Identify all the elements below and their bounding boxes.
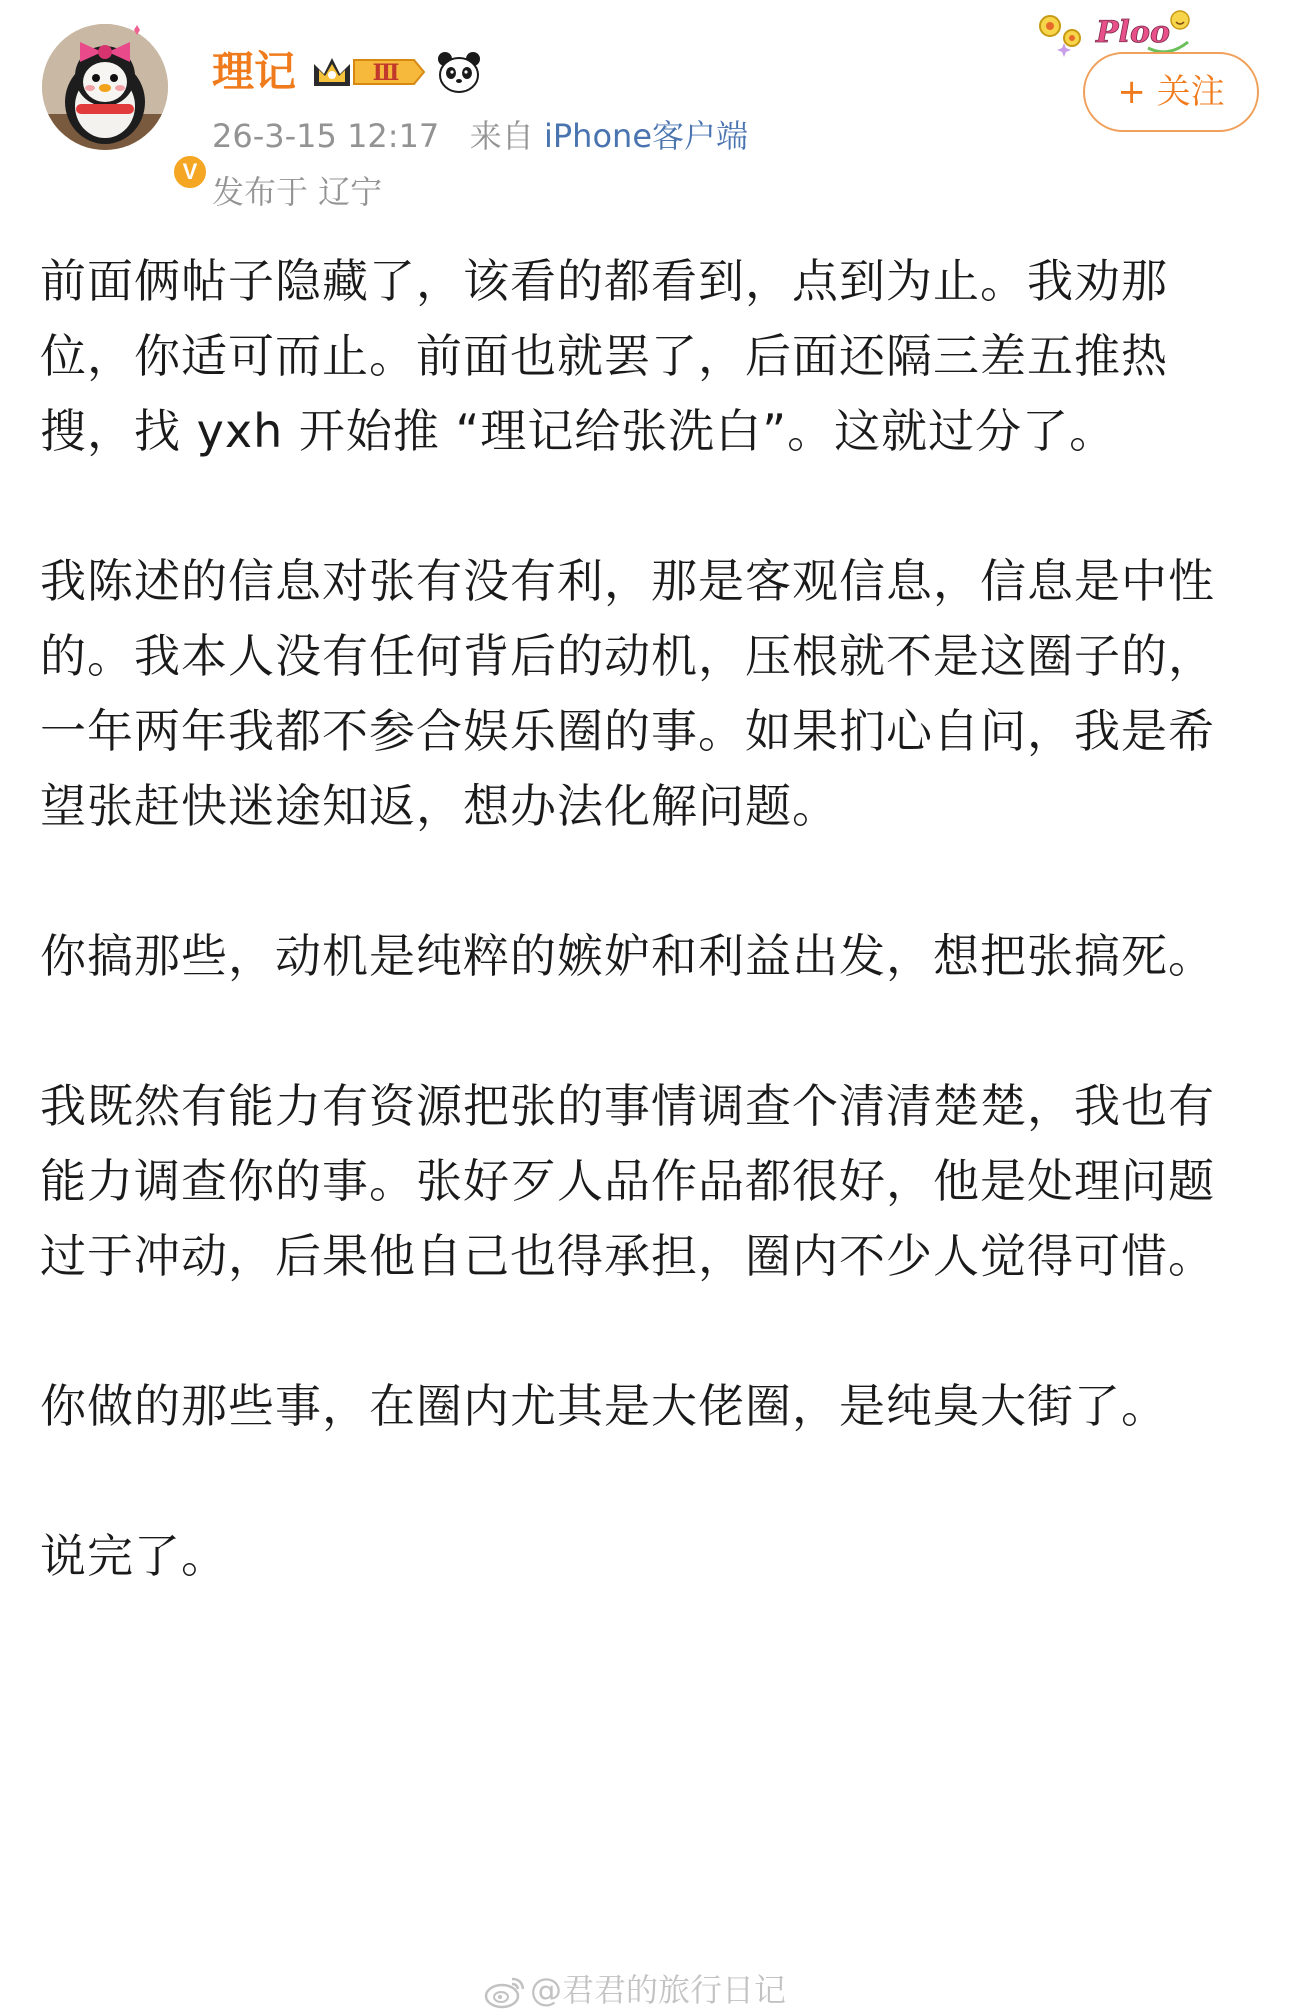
weibo-logo-icon xyxy=(484,1975,526,2009)
penguin-avatar-icon[interactable] xyxy=(42,24,198,184)
follow-button[interactable]: + 关注 xyxy=(1083,52,1259,132)
panda-icon xyxy=(436,50,482,94)
watermark-text: @君君的旅行日记 xyxy=(530,1971,787,2009)
vip-level-text: Ⅲ xyxy=(372,60,400,86)
post-paragraph: 我既然有能力有资源把张的事情调查个清清楚楚，我也有能力调查你的事。张好歹人品作品都很好，他是处理问题过于冲动，后果他自己也得承担，圈内不少人觉得可惜。 xyxy=(40,1079,1215,1283)
source-prefix: 来自 xyxy=(469,117,534,155)
sticker-text: Ploo xyxy=(1096,15,1170,50)
vip-level-badge-icon[interactable] xyxy=(310,50,428,94)
post-timestamp: 26-3-15 12:17 xyxy=(212,117,440,155)
watermark xyxy=(484,1968,786,2012)
post-paragraph: 说完了。 xyxy=(40,1529,228,1583)
post-paragraph: 你搞那些，动机是纯粹的嫉妒和利益出发，想把张搞死。 xyxy=(40,929,1215,983)
post-body xyxy=(40,244,1250,1594)
user-name[interactable]: 理记 xyxy=(212,47,297,96)
source-client-link[interactable]: iPhone客户端 xyxy=(543,117,749,155)
avatar-illustration xyxy=(42,24,168,150)
post-location: 发布于 辽宁 xyxy=(212,173,383,211)
post-paragraph: 你做的那些事，在圈内尤其是大佬圈，是纯臭大街了。 xyxy=(40,1379,1168,1433)
post-header xyxy=(0,0,1289,220)
post-paragraph: 前面俩帖子隐藏了，该看的都看到，点到为止。我劝那位，你适可而止。前面也就罢了，后面还隔三差五推热搜，找 yxh 开始推 “理记给张洗白”。这就过分了。 xyxy=(40,254,1168,458)
post-paragraph: 我陈述的信息对张有没有利，那是客观信息，信息是中性的。我本人没有任何背后的动机，压根就不是这圈子的，一年两年我都不参合娱乐圈的事。如果扪心自问，我是希望张赶快迷途知返，想办法化解问题。 xyxy=(40,554,1215,833)
verified-v-icon: V xyxy=(170,152,210,192)
post-meta xyxy=(212,114,748,158)
